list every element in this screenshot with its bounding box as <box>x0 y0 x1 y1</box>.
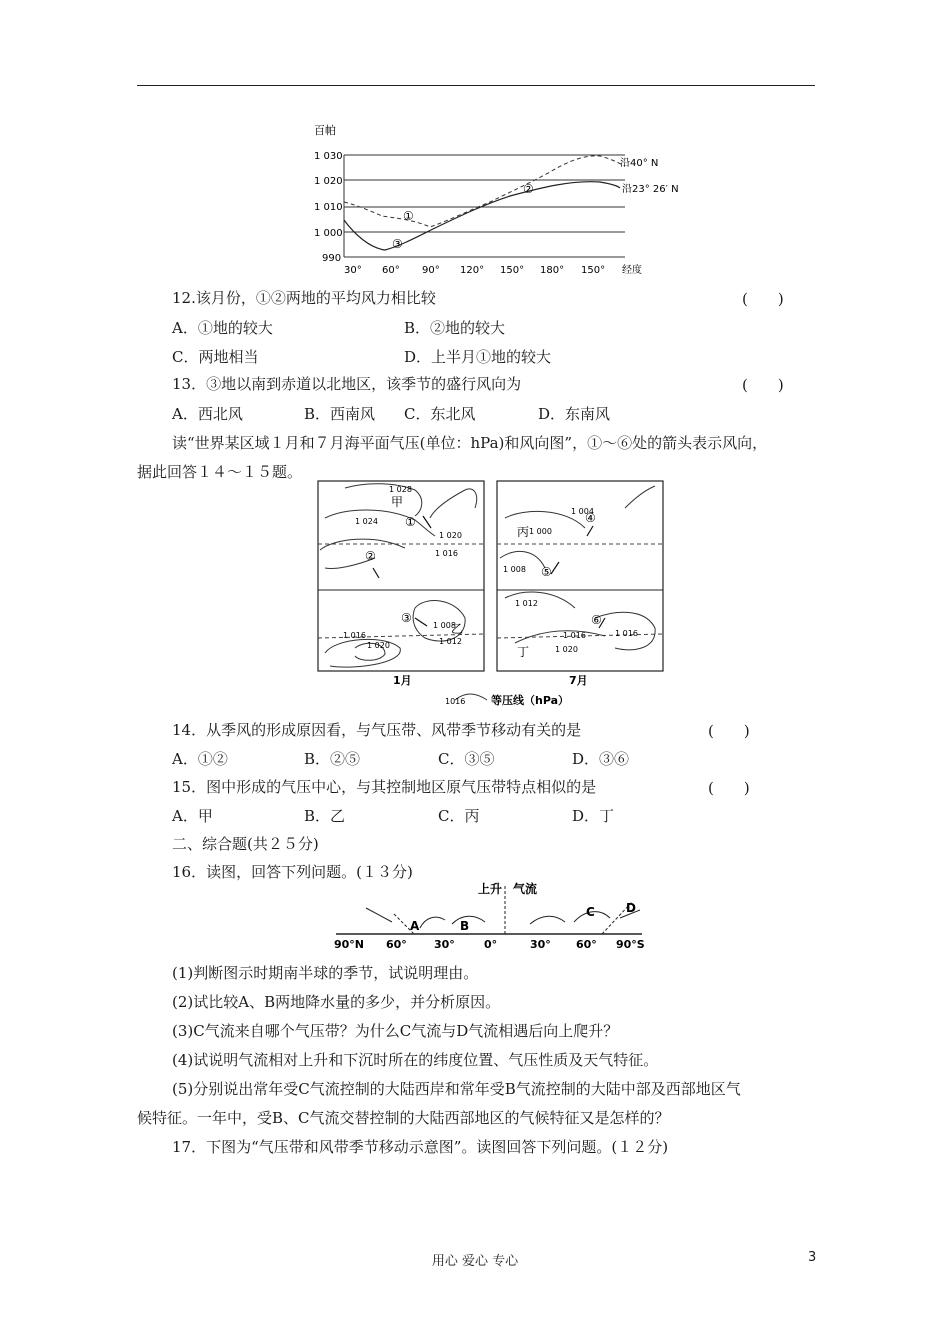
xtick: 150° <box>581 265 606 276</box>
jan-isobar-label: 1 024 <box>355 517 378 526</box>
q16-stem: 16．读图，回答下列问题。(１３分) <box>172 863 413 881</box>
pressure-longitude-chart <box>300 120 680 280</box>
jan-isobar-label: 1 016 <box>435 549 458 558</box>
monsoon-pressure-map <box>315 478 670 710</box>
q12-option-b: B．②地的较大 <box>404 319 506 337</box>
lat-label: 30° <box>530 938 551 950</box>
ytick: 1 020 <box>314 176 343 187</box>
center-ding: 丁 <box>517 645 530 659</box>
q16-sub-5: (5)分别说出常年受C气流控制的大陆西岸和常年受B气流控制的大陆中部及西部地区气 <box>172 1080 741 1098</box>
jan-isobar-label: 1 008 <box>433 621 456 630</box>
q12-option-d: D．上半月①地的较大 <box>404 348 552 366</box>
letter-c: C <box>586 905 595 919</box>
jan-isobar-label: 1 020 <box>367 641 390 650</box>
lat-label: 60° <box>386 938 407 950</box>
ytick: 1 030 <box>314 151 343 162</box>
arrow-6: ⑥ <box>591 613 602 627</box>
xtick: 60° <box>382 265 400 276</box>
jan-isobar-label: 1 012 <box>439 637 462 646</box>
xtick: 90° <box>422 265 440 276</box>
ytick: 1 000 <box>314 228 343 239</box>
jan-isobar-label: 1 016 <box>343 631 366 640</box>
circulation-diagram <box>330 878 650 950</box>
lat-label: 30° <box>434 938 455 950</box>
section-2-heading: 二、综合题(共２５分) <box>172 835 319 853</box>
arrow-4: ④ <box>585 511 596 525</box>
q14-paren: ( ) <box>708 722 750 740</box>
q14-option-d: D．③⑥ <box>572 750 630 768</box>
center-bing: 丙 <box>517 525 530 539</box>
diagram-label-airflow: 气流 <box>513 882 538 896</box>
marker-2: ② <box>523 182 534 196</box>
lat-label: 60° <box>576 938 597 950</box>
q15-option-a: A．甲 <box>172 807 213 825</box>
arrow-5: ⑤ <box>541 565 552 579</box>
marker-3: ③ <box>392 237 403 251</box>
ytick: 1 010 <box>314 202 343 213</box>
jul-isobar-label: 1 016 <box>563 631 586 640</box>
series-label-23n: 沿23° 26′ N <box>622 184 679 195</box>
page-number: 3 <box>808 1250 817 1265</box>
center-jia: 甲 <box>391 495 404 509</box>
q16-sub-3: (3)C气流来自哪个气压带？为什么C气流与D气流相遇后向上爬升？ <box>172 1022 619 1040</box>
q15-stem: 15．图中形成的气压中心，与其控制地区原气压带特点相似的是 <box>172 778 597 796</box>
arrow-3: ③ <box>401 611 412 625</box>
q12-paren: ( ) <box>742 290 784 308</box>
q13-option-b: B．西南风 <box>304 405 376 423</box>
q14-option-c: C．③⑤ <box>438 750 495 768</box>
q15-option-c: C．丙 <box>438 807 480 825</box>
chart1-ylabel: 百帕 <box>314 124 336 137</box>
q13-stem: 13．③地以南到赤道以北地区，该季节的盛行风向为 <box>172 375 522 393</box>
intro-line-2: 据此回答１４～１５题。 <box>137 463 303 481</box>
xtick: 30° <box>344 265 362 276</box>
q14-stem: 14．从季风的形成原因看，与气压带、风带季节移动有关的是 <box>172 721 582 739</box>
center-yi: 乙 <box>451 622 464 636</box>
xtick: 180° <box>540 265 565 276</box>
q16-sub-5-cont: 候特征。一年中，受B、C气流交替控制的大陆西部地区的气候特征又是怎样的？ <box>137 1109 670 1127</box>
header-rule <box>137 85 815 86</box>
q16-sub-4: (4)试说明气流相对上升和下沉时所在的纬度位置、气压性质及天气特征。 <box>172 1051 659 1069</box>
q12-stem: 12.该月份，①②两地的平均风力相比较 <box>172 289 436 307</box>
letter-d: D <box>626 901 636 915</box>
q12-option-a: A．①地的较大 <box>172 319 273 337</box>
letter-a: A <box>410 919 420 933</box>
jan-isobar-label: 1 020 <box>439 531 462 540</box>
xtick: 150° <box>500 265 525 276</box>
chart1-xlabel: 经度 <box>622 265 642 276</box>
q16-sub-1: (1)判断图示时期南半球的季节，试说明理由。 <box>172 964 479 982</box>
ytick: 990 <box>322 253 342 264</box>
jan-isobar-label: 1 028 <box>389 485 412 494</box>
diagram-label-rise: 上升 <box>478 882 503 896</box>
q14-option-a: A．①② <box>172 750 228 768</box>
lat-label: 90°N <box>334 938 365 950</box>
series-label-40n: 沿40° N <box>620 158 659 169</box>
jul-isobar-label: 1 004 <box>571 507 594 516</box>
q14-option-b: B．②⑤ <box>304 750 361 768</box>
arrow-2: ② <box>365 549 376 563</box>
jul-isobar-label: 1 020 <box>555 645 578 654</box>
q15-option-d: D．丁 <box>572 807 615 825</box>
jul-isobar-label: 1 016 <box>615 629 638 638</box>
jul-isobar-label: 1 012 <box>515 599 538 608</box>
arrow-1: ① <box>405 515 416 529</box>
lat-label: 0° <box>484 938 498 950</box>
q15-paren: ( ) <box>708 779 750 797</box>
legend-sample-label: 1016 <box>445 697 466 706</box>
jul-label: 7月 <box>569 674 588 687</box>
q13-option-a: A．西北风 <box>172 405 243 423</box>
intro-line-1: 读“世界某区域１月和７月海平面气压(单位：hPa)和风向图”，①～⑥处的箭头表示风向， <box>172 434 768 452</box>
legend-label: 等压线（hPa） <box>491 694 570 707</box>
q13-paren: ( ) <box>742 376 784 394</box>
jul-isobar-label: 1 008 <box>503 565 526 574</box>
q12-option-c: C．两地相当 <box>172 348 259 366</box>
jul-isobar-label: 1 000 <box>529 527 552 536</box>
q13-option-d: D．东南风 <box>538 405 611 423</box>
letter-b: B <box>460 919 470 933</box>
page-footer: 用心 爱心 专心 <box>431 1254 519 1269</box>
xtick: 120° <box>460 265 485 276</box>
q15-option-b: B．乙 <box>304 807 346 825</box>
lat-label: 90°S <box>616 938 645 950</box>
marker-1: ① <box>403 209 414 223</box>
q16-sub-2: (2)试比较A、B两地降水量的多少，并分析原因。 <box>172 993 501 1011</box>
q17-stem: 17．下图为“气压带和风带季节移动示意图”。读图回答下列问题。(１２分) <box>172 1138 669 1156</box>
q13-option-c: C．东北风 <box>404 405 476 423</box>
jan-label: 1月 <box>393 674 412 687</box>
